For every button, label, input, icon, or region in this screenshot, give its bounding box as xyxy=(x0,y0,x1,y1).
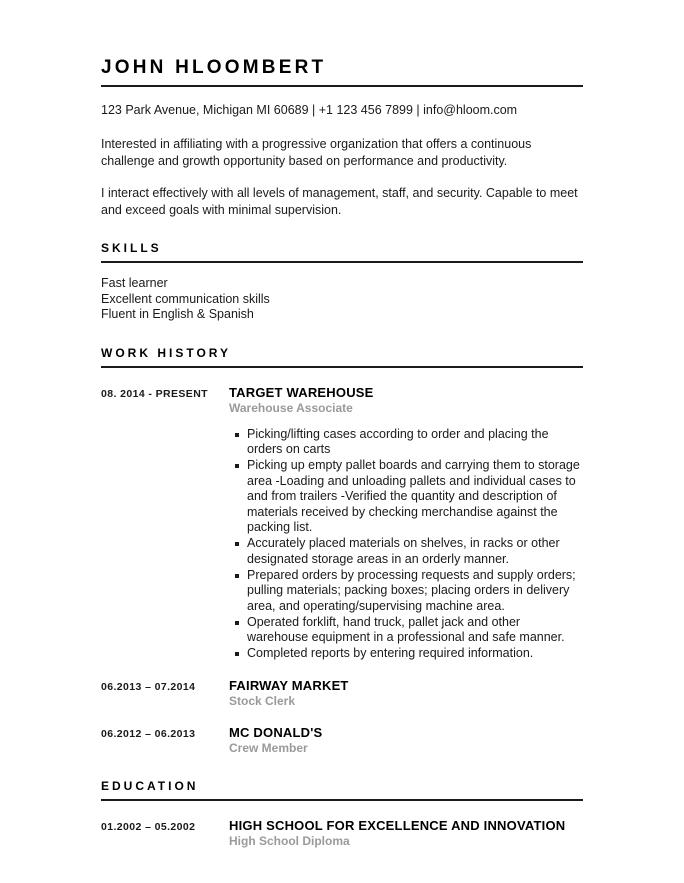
square-bullet-icon xyxy=(235,542,239,546)
duty-text: Operated forklift, hand truck, pallet jack and other warehouse equipment in a professional and safe manner. xyxy=(247,614,565,644)
square-bullet-icon xyxy=(235,464,239,468)
work-entry xyxy=(101,678,583,709)
duty-item xyxy=(229,568,583,615)
summary-paragraph-1: Interested in affiliating with a progressive organization that offers a continuous challenge and growth opportunity based on performance and productivity. xyxy=(101,137,532,168)
work-entry-organization: TARGET WAREHOUSE xyxy=(229,384,374,400)
skills-section-title: SKILLS xyxy=(101,241,162,255)
skills-list xyxy=(101,276,583,323)
work-entry-role: Warehouse Associate xyxy=(229,400,353,415)
work-entry-role: Crew Member xyxy=(229,741,308,755)
education-section-title: EDUCATION xyxy=(101,779,199,793)
education-entry-dates: 01.2002 – 05.2002 xyxy=(101,821,196,833)
education-entry xyxy=(101,818,583,849)
skill-item: Excellent communication skills xyxy=(101,291,270,306)
work-entry-body xyxy=(229,678,583,709)
education-entry-organization: HIGH SCHOOL FOR EXCELLENCE AND INNOVATION xyxy=(229,818,566,833)
duty-text: Accurately placed materials on shelves, in racks or other designated storage areas in an orderly manner. xyxy=(247,536,560,566)
work-entry-role: Stock Clerk xyxy=(229,694,296,708)
education-entry-body xyxy=(229,818,583,849)
education-section xyxy=(101,779,583,849)
work-entry-body xyxy=(229,725,583,756)
candidate-name: JOHN HLOOMBERT xyxy=(101,57,327,78)
work-entry xyxy=(101,725,583,756)
skill-item: Fast learner xyxy=(101,276,168,290)
square-bullet-icon xyxy=(235,574,239,578)
skills-divider xyxy=(101,261,583,263)
education-divider xyxy=(101,799,583,801)
work-entry-organization: MC DONALD'S xyxy=(229,725,323,740)
square-bullet-icon xyxy=(235,621,239,625)
duty-item xyxy=(229,458,583,536)
duty-item xyxy=(229,615,583,646)
duty-text: Picking up empty pallet boards and carrying them to storage area -Loading and unloading pallets and individual cases to and from trailers -Verified the quantity and description of materials received by checking merchandise against the packing list. xyxy=(247,458,580,534)
duty-text: Prepared orders by processing requests and supply orders; pulling materials; packing boxes; placing orders in delivery area, and operating/supervising machine area. xyxy=(247,567,576,613)
work-entry xyxy=(101,385,583,663)
contact-line: 123 Park Avenue, Michigan MI 60689 | +1 123 456 7899 | info@hloom.com xyxy=(101,103,518,117)
work-entry-organization: FAIRWAY MARKET xyxy=(229,678,349,693)
duty-text: Completed reports by entering required information. xyxy=(247,646,534,660)
skill-item: Fluent in English & Spanish xyxy=(101,307,254,321)
work-history-section-title: WORK HISTORY xyxy=(101,345,232,360)
skills-section xyxy=(101,241,583,323)
duty-text: Picking/lifting cases according to order and placing the orders on carts xyxy=(247,426,549,456)
work-entry-dates: 06.2012 – 06.2013 xyxy=(101,728,196,740)
work-entry-dates: 08. 2014 - PRESENT xyxy=(101,387,208,400)
duty-item xyxy=(229,646,583,662)
duty-item xyxy=(229,427,583,458)
education-entry-role: High School Diploma xyxy=(229,834,350,848)
work-entry-dates: 06.2013 – 07.2014 xyxy=(101,681,196,693)
header-divider xyxy=(101,85,583,87)
square-bullet-icon xyxy=(235,652,239,656)
work-entry-body xyxy=(229,385,583,663)
square-bullet-icon xyxy=(235,433,239,437)
work-history-section xyxy=(101,346,583,757)
work-entry-duties xyxy=(229,427,583,662)
duty-item xyxy=(229,536,583,567)
work-history-divider xyxy=(101,366,583,368)
summary-paragraph-2: I interact effectively with all levels of management, staff, and security. Capable to meet and exceed goals with minimal supervision. xyxy=(101,186,578,217)
resume-content xyxy=(101,0,583,849)
